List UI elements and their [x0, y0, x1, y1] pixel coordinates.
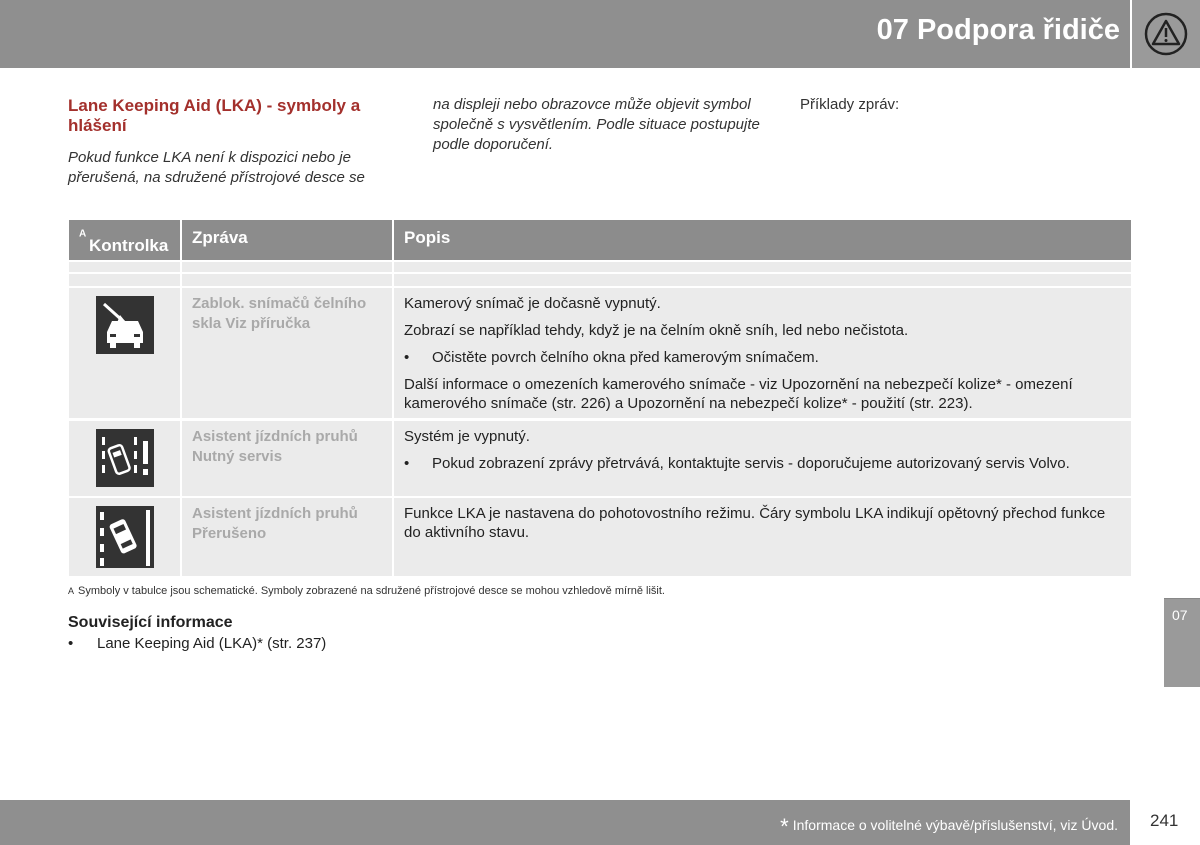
spacer-cell — [394, 274, 1131, 286]
bullet-item — [404, 348, 1124, 367]
footer-note-text: Informace o volitelné výbavě/příslušenství, viz Úvod. — [792, 817, 1118, 833]
header-popis — [394, 220, 1131, 260]
footnote-marker: A — [68, 586, 75, 596]
message-text: Asistent jízdních pruhů Přerušeno — [192, 505, 358, 542]
footer-note — [780, 814, 1118, 840]
message-text: Asistent jízdních pruhů Nutný servis — [192, 428, 358, 465]
table-row-icon-cell — [69, 421, 180, 496]
table-row-icon-cell — [69, 498, 180, 576]
description-text: Další informace o omezeních kamerového snímače - viz Upozornění na nebezpečí kolize* - omezení kamerového snímače (str. 226) a Upozornění na nebezpečí kolize* - použití (str. 223). — [404, 376, 1073, 412]
header-kontrolka-label: Kontrolka — [89, 236, 169, 255]
description-text: Funkce LKA je nastavena do pohotovostního režimu. Čáry symbolu LKA indikují opětovný přechod funkce do aktivního stavu. — [404, 505, 1106, 541]
chapter-side-tab — [1164, 598, 1200, 687]
table-row-message-cell — [182, 288, 392, 418]
bullet-dot: • — [404, 349, 410, 366]
warning-triangle-icon — [1143, 12, 1189, 56]
header-kontrolka — [69, 220, 180, 260]
table-row-description-cell — [394, 421, 1131, 496]
footnote-text: Symboly v tabulce jsou schematické. Symboly zobrazené na sdružené přístrojové desce se mohou vzhledově mírně lišit. — [78, 585, 665, 597]
header-zprava — [182, 220, 392, 260]
spacer-cell — [69, 274, 180, 286]
lane-assist-standby-icon — [96, 506, 154, 568]
bullet-item — [404, 454, 1124, 473]
table-row-message-cell — [182, 498, 392, 576]
footer-star: * — [780, 814, 789, 839]
table-footnote — [68, 585, 665, 597]
spacer-cell — [69, 262, 180, 272]
table-row-description-cell — [394, 288, 1131, 418]
related-info-title: Související informace — [68, 614, 233, 631]
chapter-side-tab-label: 07 — [1172, 607, 1188, 623]
section-heading: Lane Keeping Aid (LKA) - symboly a hlášení — [68, 96, 361, 135]
bullet-text: Pokud zobrazení zprávy přetrvává, kontaktujte servis - doporučujeme autorizovaný servis Volvo. — [432, 455, 1070, 472]
description-text: Systém je vypnutý. — [404, 428, 530, 445]
page-number: 241 — [1150, 811, 1179, 830]
intro-text-col2: na displeji nebo obrazovce může objevit symbol společně s vysvětlením. Podle situace postupujte podle doporučení. — [433, 96, 760, 153]
spacer-cell — [394, 262, 1131, 272]
header-popis-label: Popis — [404, 228, 451, 247]
description-text: Kamerový snímač je dočasně vypnutý. — [404, 295, 661, 312]
header-footnote-marker: A — [79, 228, 87, 240]
examples-label: Příklady zpráv: — [800, 96, 900, 113]
chapter-title: 07 Podpora řidiče — [876, 14, 1120, 46]
spacer-cell — [182, 262, 392, 272]
camera-blocked-car-icon — [96, 296, 154, 354]
bullet-text: Očistěte povrch čelního okna před kamerovým snímačem. — [432, 349, 819, 366]
table-row-message-cell — [182, 421, 392, 496]
message-text: Zablok. snímačů čelního skla Viz příručka — [192, 295, 367, 332]
lane-assist-service-icon — [96, 429, 154, 487]
spacer-cell — [182, 274, 392, 286]
description-text: Zobrazí se například tehdy, když je na čelním okně sníh, led nebo nečistota. — [404, 322, 909, 339]
bullet-dot: • — [404, 455, 410, 472]
table-row-icon-cell — [69, 288, 180, 418]
related-link-text[interactable]: Lane Keeping Aid (LKA)* (str. 237) — [97, 635, 327, 652]
related-link[interactable] — [68, 635, 326, 652]
intro-text-col1: Pokud funkce LKA není k dispozici nebo je přerušená, na sdružené přístrojové desce se — [68, 149, 365, 186]
table-row-description-cell — [394, 498, 1131, 576]
header-zprava-label: Zpráva — [192, 228, 248, 247]
header-icon-box — [1132, 0, 1200, 68]
bullet-dot: • — [68, 635, 74, 652]
